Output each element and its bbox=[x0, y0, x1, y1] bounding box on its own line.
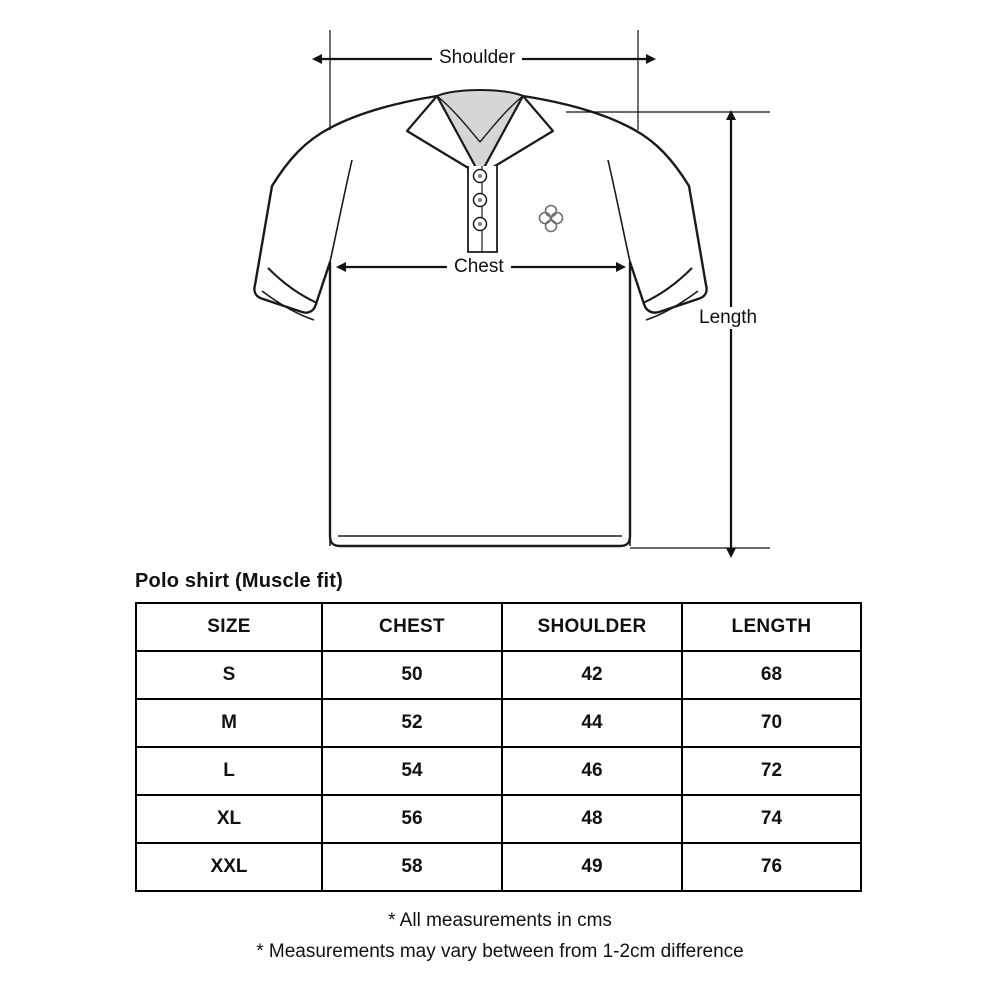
button-1-hole bbox=[478, 174, 482, 178]
cell-chest: 52 bbox=[322, 699, 502, 747]
cell-length: 70 bbox=[682, 699, 861, 747]
notes-block bbox=[0, 905, 1000, 967]
size-table bbox=[135, 602, 862, 892]
column-header-chest: CHEST bbox=[322, 603, 502, 651]
table-row bbox=[136, 699, 861, 747]
size-table-block bbox=[135, 570, 860, 892]
cell-chest: 54 bbox=[322, 747, 502, 795]
column-header-shoulder: SHOULDER bbox=[502, 603, 682, 651]
cell-shoulder: 44 bbox=[502, 699, 682, 747]
cell-size: L bbox=[136, 747, 322, 795]
cell-shoulder: 42 bbox=[502, 651, 682, 699]
chest-label: Chest bbox=[447, 256, 511, 278]
cell-size: XL bbox=[136, 795, 322, 843]
table-row bbox=[136, 651, 861, 699]
column-header-length: LENGTH bbox=[682, 603, 861, 651]
cell-shoulder: 46 bbox=[502, 747, 682, 795]
cell-size: S bbox=[136, 651, 322, 699]
cell-length: 76 bbox=[682, 843, 861, 891]
table-title: Polo shirt (Muscle fit) bbox=[135, 570, 343, 592]
cell-length: 74 bbox=[682, 795, 861, 843]
cell-length: 68 bbox=[682, 651, 861, 699]
cell-shoulder: 48 bbox=[502, 795, 682, 843]
column-header-size: SIZE bbox=[136, 603, 322, 651]
table-header-row bbox=[136, 603, 861, 651]
shoulder-label: Shoulder bbox=[432, 47, 522, 69]
table-row bbox=[136, 795, 861, 843]
cell-chest: 56 bbox=[322, 795, 502, 843]
cell-shoulder: 49 bbox=[502, 843, 682, 891]
note-measurement-units: * All measurements in cms bbox=[388, 910, 612, 931]
cell-length: 72 bbox=[682, 747, 861, 795]
length-label: Length bbox=[692, 307, 764, 329]
note-measurement-variance: * Measurements may vary between from 1-2cm difference bbox=[256, 941, 744, 962]
cell-size: XXL bbox=[136, 843, 322, 891]
cell-size: M bbox=[136, 699, 322, 747]
button-2-hole bbox=[478, 198, 482, 202]
button-3-hole bbox=[478, 222, 482, 226]
table-row bbox=[136, 843, 861, 891]
cell-chest: 50 bbox=[322, 651, 502, 699]
table-row bbox=[136, 747, 861, 795]
cell-chest: 58 bbox=[322, 843, 502, 891]
